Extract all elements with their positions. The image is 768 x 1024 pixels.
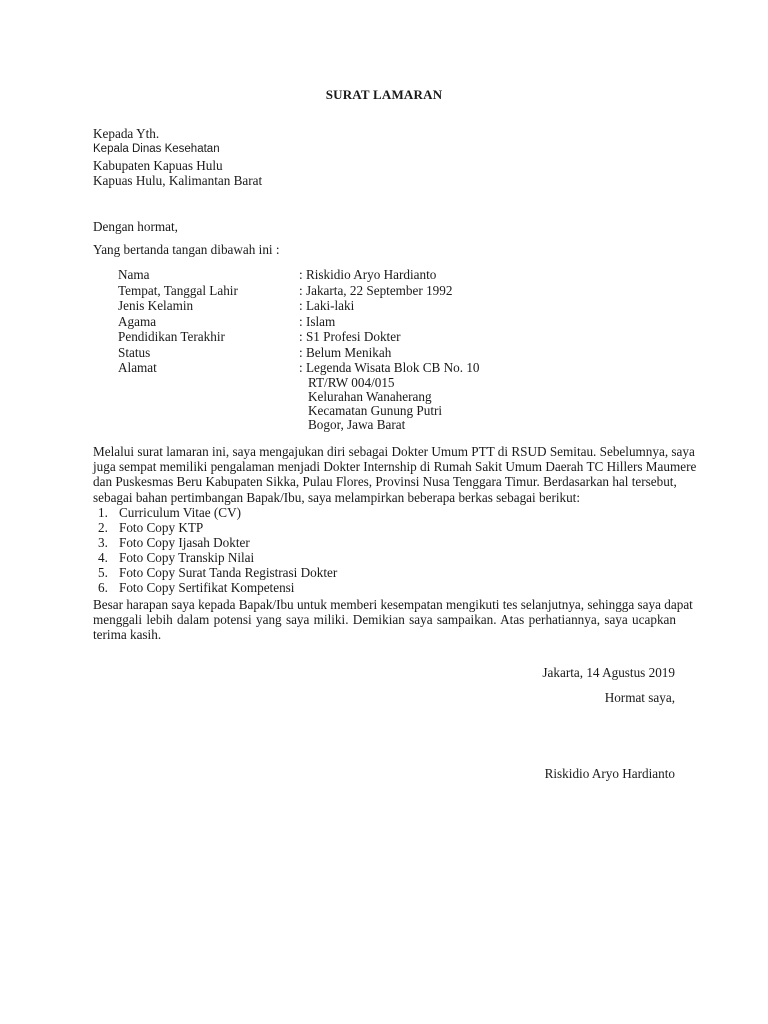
list-text: Foto Copy Sertifikat Kompetensi bbox=[119, 580, 295, 595]
intro-text: Yang bertanda tangan dibawah ini : bbox=[93, 242, 280, 257]
letter-title: SURAT LAMARAN bbox=[325, 87, 443, 102]
field-label: Alamat bbox=[118, 360, 157, 375]
recipient-regency: Kabupaten Kapuas Hulu bbox=[93, 158, 223, 173]
field-value: : Islam bbox=[299, 313, 336, 329]
recipient-location: Kapuas Hulu, Kalimantan Barat bbox=[93, 173, 263, 188]
field-label: Nama bbox=[118, 267, 150, 282]
recipient-office: Kepala Dinas Kesehatan bbox=[93, 143, 220, 155]
list-number: 3. bbox=[98, 535, 108, 550]
address-line: Kelurahan Wanaherang bbox=[308, 389, 432, 404]
greeting: Dengan hormat, bbox=[93, 219, 178, 234]
closing-text: Hormat saya, bbox=[604, 690, 675, 705]
list-text: Foto Copy Ijasah Dokter bbox=[119, 535, 250, 550]
list-text: Curriculum Vitae (CV) bbox=[119, 505, 242, 520]
field-label: Pendidikan Terakhir bbox=[118, 329, 225, 344]
field-label: Tempat, Tanggal Lahir bbox=[118, 282, 238, 298]
list-text: Foto Copy Surat Tanda Registrasi Dokter bbox=[119, 565, 338, 580]
field-label: Status bbox=[118, 344, 151, 360]
paragraph-line: Melalui surat lamaran ini, saya mengajukan diri sebagai Dokter Umum PTT di RSUD Semitau. Sebelumnya, saya bbox=[93, 444, 695, 459]
paragraph-line: terima kasih. bbox=[93, 627, 162, 643]
field-value: : Belum Menikah bbox=[299, 344, 392, 360]
list-number: 5. bbox=[98, 565, 108, 580]
signature-name: Riskidio Aryo Hardianto bbox=[544, 766, 675, 781]
list-number: 6. bbox=[98, 580, 108, 595]
field-label: Jenis Kelamin bbox=[118, 298, 194, 313]
list-text: Foto Copy KTP bbox=[119, 520, 204, 535]
recipient-salutation: Kepada Yth. bbox=[93, 126, 160, 141]
paragraph-line: sebagai bahan pertimbangan Bapak/Ibu, saya melampirkan beberapa berkas sebagai berikut: bbox=[93, 489, 581, 505]
list-text: Foto Copy Transkip Nilai bbox=[119, 550, 255, 565]
list-number: 2. bbox=[98, 520, 108, 535]
list-number: 4. bbox=[98, 550, 108, 565]
address-line: RT/RW 004/015 bbox=[308, 375, 395, 390]
field-value: : Riskidio Aryo Hardianto bbox=[299, 267, 437, 282]
field-label: Agama bbox=[118, 313, 157, 329]
field-value: : Laki-laki bbox=[299, 298, 355, 313]
field-value: : S1 Profesi Dokter bbox=[299, 329, 401, 344]
body-paragraph-2 bbox=[93, 597, 693, 643]
address-line: Kecamatan Gunung Putri bbox=[308, 403, 443, 418]
paragraph-line: dan Puskesmas Beru Kabupaten Sikka, Pulau Flores, Provinsi Nusa Tenggara Timur. Berdasarkan hal tersebut, bbox=[93, 474, 677, 490]
field-value: : Legenda Wisata Blok CB No. 10 bbox=[299, 360, 480, 375]
list-number: 1. bbox=[98, 505, 108, 520]
paragraph-line: juga sempat memiliki pengalaman menjadi Dokter Internship di Rumah Sakit Umum Daerah TC Hillers Maumere bbox=[93, 459, 697, 475]
paragraph-line: Besar harapan saya kepada Bapak/Ibu untuk memberi kesempatan mengikuti tes selanjutnya, sehingga saya dapat bbox=[93, 597, 693, 612]
paragraph-line: menggali lebih dalam potensi yang saya miliki. Demikian saya sampaikan. Atas perhatiannya, saya ucapkan bbox=[93, 612, 676, 628]
address-line: Bogor, Jawa Barat bbox=[308, 417, 406, 432]
place-date: Jakarta, 14 Agustus 2019 bbox=[542, 665, 675, 680]
body-paragraph-1 bbox=[93, 444, 697, 505]
field-value: : Jakarta, 22 September 1992 bbox=[299, 282, 453, 298]
